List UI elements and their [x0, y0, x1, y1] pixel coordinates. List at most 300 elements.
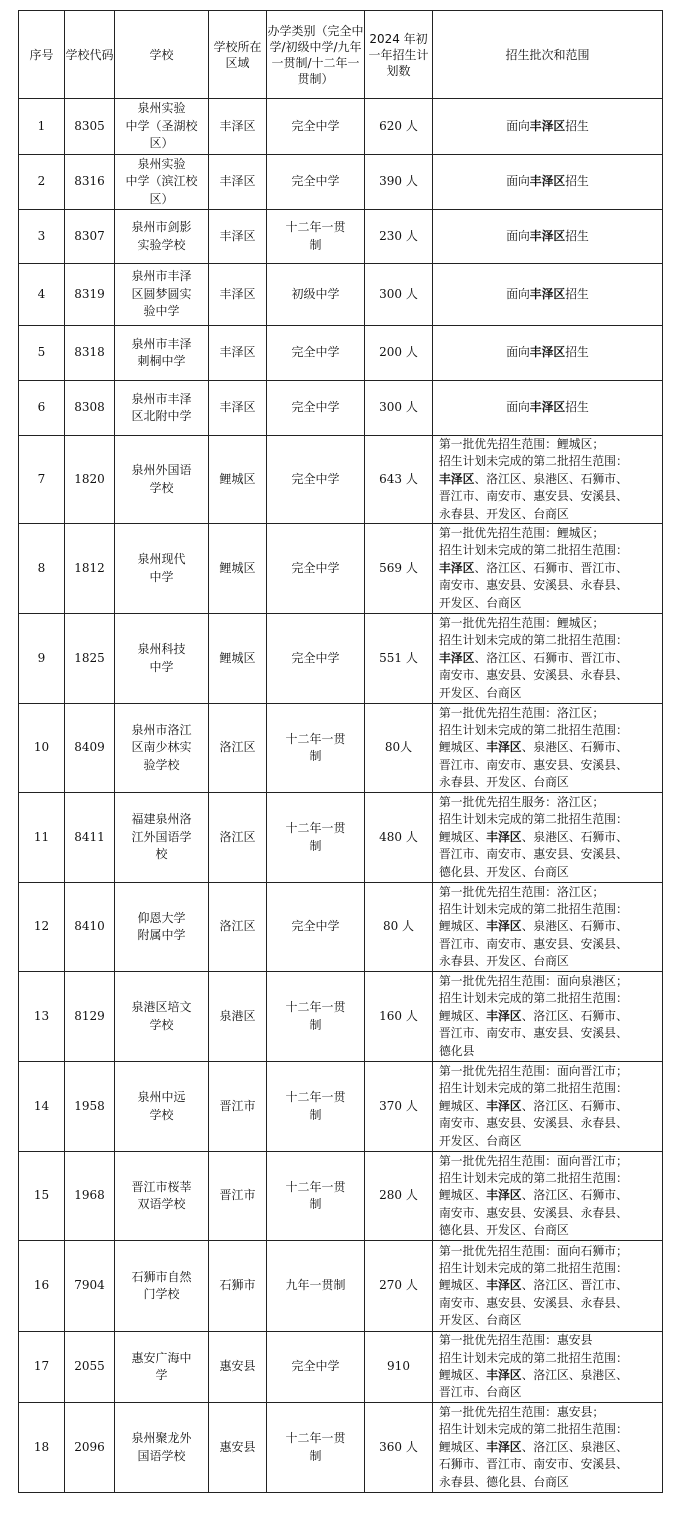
- cell-code: 1820: [65, 436, 115, 524]
- school-name-line: 区南少林实: [131, 740, 192, 755]
- cell-area: 丰泽区: [209, 155, 267, 210]
- header-row: [19, 11, 663, 99]
- cell-type: [267, 1152, 365, 1241]
- cell-plan: 300 人: [365, 381, 433, 436]
- school-name-line: 区）: [149, 191, 174, 206]
- school-type-line: 制: [309, 237, 322, 252]
- school-name-line: 区圆梦圆实: [131, 286, 192, 301]
- school-name-line: 刺桐中学: [137, 354, 186, 368]
- cell-scope: [433, 704, 663, 793]
- cell-plan: 280 人: [365, 1152, 433, 1241]
- cell-school: [115, 326, 209, 381]
- cell-school: [115, 264, 209, 326]
- scope-line: 晋江市、南安市、惠安县、安溪县、: [439, 847, 628, 862]
- header-scope: [433, 11, 663, 99]
- school-type-line: 完全中学: [291, 174, 340, 189]
- school-name-line: 中学（圣湖校: [125, 118, 198, 133]
- school-type-line: 完全中学: [291, 345, 340, 360]
- cell-no: 9: [19, 614, 65, 704]
- cell-area: 晋江市: [209, 1152, 267, 1241]
- cell-plan: 200 人: [365, 326, 433, 381]
- cell-scope: [433, 614, 663, 704]
- scope-line: 晋江市、南安市、惠安县、安溪县、: [439, 1026, 628, 1041]
- scope-line: 南安市、惠安县、安溪县、永春县、: [439, 578, 628, 593]
- cell-plan: 910: [365, 1332, 433, 1403]
- cell-type: [267, 883, 365, 972]
- cell-area: 鲤城区: [209, 436, 267, 524]
- school-name-line: 泉州聚龙外: [131, 1431, 192, 1446]
- cell-school: [115, 972, 209, 1062]
- cell-scope: [433, 1332, 663, 1403]
- scope-line: 鲤城区、丰泽区、泉港区、石狮市、: [439, 829, 628, 844]
- cell-code: 8129: [65, 972, 115, 1062]
- header-code: [65, 11, 115, 99]
- scope-line: 德化县: [439, 1043, 475, 1058]
- cell-no: 3: [19, 210, 65, 264]
- scope-line: 第一批优先招生范围：面向晋江市；: [439, 1153, 628, 1168]
- table-row: [19, 1152, 663, 1241]
- table-row: [19, 614, 663, 704]
- cell-plan: 230 人: [365, 210, 433, 264]
- school-name-line: 泉州中远: [137, 1090, 186, 1105]
- scope-line: 招生计划未完成的第二批招生范围：: [439, 1260, 628, 1275]
- scope-line: 招生计划未完成的第二批招生范围：: [439, 991, 628, 1006]
- table-row: [19, 381, 663, 436]
- cell-school: [115, 99, 209, 155]
- scope-line: 招生计划未完成的第二批招生范围：: [439, 1170, 628, 1185]
- scope-line: 丰泽区、洛江区、泉港区、石狮市、: [439, 471, 628, 486]
- school-type-line: 制: [309, 838, 322, 853]
- enrollment-table: [18, 10, 663, 1493]
- header-no: [19, 11, 65, 99]
- cell-no: 18: [19, 1403, 65, 1493]
- scope-line: 德化县、开发区、台商区: [439, 864, 569, 879]
- header-text-line: 办学类别（完: [267, 23, 340, 38]
- cell-area: 洛江区: [209, 793, 267, 883]
- cell-no: 17: [19, 1332, 65, 1403]
- header-area: [209, 11, 267, 99]
- scope-line: 鲤城区、丰泽区、洛江区、石狮市、: [439, 1008, 628, 1023]
- scope-line: 招生计划未完成的第二批招生范围：: [439, 543, 628, 558]
- cell-scope: [433, 1241, 663, 1332]
- scope-line: 鲤城区、丰泽区、泉港区、石狮市、: [439, 919, 628, 934]
- school-name-line: 泉州外国语: [131, 463, 192, 478]
- header-text-line: 代码: [89, 47, 114, 62]
- school-type-line: 十二年一贯: [285, 1431, 346, 1446]
- cell-area: 晋江市: [209, 1062, 267, 1152]
- cell-code: 8305: [65, 99, 115, 155]
- table-row: [19, 883, 663, 972]
- header-text-line: 学校所: [213, 39, 250, 54]
- cell-scope: [433, 381, 663, 436]
- school-type-line: 十二年一贯: [285, 1090, 346, 1105]
- cell-no: 1: [19, 99, 65, 155]
- cell-school: [115, 210, 209, 264]
- table-row: [19, 155, 663, 210]
- table-row: [19, 524, 663, 614]
- cell-scope: [433, 793, 663, 883]
- cell-school: [115, 436, 209, 524]
- school-name-line: 中学（滨江校: [125, 174, 198, 189]
- cell-code: 1958: [65, 1062, 115, 1152]
- school-name-line: 泉州现代: [137, 552, 186, 567]
- cell-code: 8409: [65, 704, 115, 793]
- cell-school: [115, 381, 209, 436]
- scope-line: 第一批优先招生范围：惠安县；: [439, 1405, 605, 1420]
- scope-line: 第一批优先招生范围：面向泉港区；: [439, 974, 628, 989]
- cell-no: 15: [19, 1152, 65, 1241]
- scope-line: 面向丰泽区招生: [506, 286, 589, 301]
- school-name-line: 双语学校: [137, 1197, 186, 1212]
- cell-scope: [433, 524, 663, 614]
- scope-line: 第一批优先招生范围：面向晋江市；: [439, 1064, 628, 1079]
- cell-school: [115, 524, 209, 614]
- header-text-line: 2024 年初: [369, 31, 428, 46]
- cell-type: [267, 326, 365, 381]
- cell-school: [115, 1332, 209, 1403]
- cell-area: 鲤城区: [209, 524, 267, 614]
- scope-line: 鲤城区、丰泽区、洛江区、泉港区、: [439, 1439, 628, 1454]
- scope-line: 永春县、开发区、台商区: [439, 954, 569, 969]
- cell-school: [115, 883, 209, 972]
- school-name-line: 实验学校: [137, 237, 186, 252]
- scope-line: 第一批优先招生范围：洛江区；: [439, 705, 605, 720]
- cell-area: 石狮市: [209, 1241, 267, 1332]
- cell-scope: [433, 326, 663, 381]
- cell-school: [115, 793, 209, 883]
- school-type-line: 制: [309, 1197, 322, 1212]
- cell-type: [267, 793, 365, 883]
- table-row: [19, 1241, 663, 1332]
- cell-scope: [433, 972, 663, 1062]
- school-name-line: 石狮市自然: [131, 1269, 192, 1284]
- scope-line: 晋江市、南安市、惠安县、安溪县、: [439, 936, 628, 951]
- cell-no: 13: [19, 972, 65, 1062]
- school-type-line: 十二年一贯: [285, 821, 346, 836]
- cell-type: [267, 524, 365, 614]
- scope-line: 鲤城区、丰泽区、洛江区、泉港区、: [439, 1368, 628, 1383]
- table-row: [19, 1403, 663, 1493]
- scope-line: 招生计划未完成的第二批招生范围：: [439, 1422, 628, 1437]
- cell-plan: 160 人: [365, 972, 433, 1062]
- school-type-line: 制: [309, 1107, 322, 1122]
- cell-no: 8: [19, 524, 65, 614]
- cell-code: 7904: [65, 1241, 115, 1332]
- header-text-line: 一年招生: [368, 47, 417, 62]
- scope-line: 面向丰泽区招生: [506, 400, 589, 415]
- school-name-line: 泉州科技: [137, 642, 186, 657]
- school-type-line: 完全中学: [291, 650, 340, 665]
- school-type-line: 十二年一贯: [285, 1179, 346, 1194]
- table-body: [19, 99, 663, 1493]
- scope-line: 招生计划未完成的第二批招生范围：: [439, 633, 628, 648]
- cell-school: [115, 1241, 209, 1332]
- cell-type: [267, 614, 365, 704]
- school-name-line: 国语学校: [137, 1448, 186, 1463]
- scope-line: 第一批优先招生范围：鲤城区；: [439, 616, 605, 631]
- cell-code: 1812: [65, 524, 115, 614]
- cell-plan: 360 人: [365, 1403, 433, 1493]
- school-name-line: 验学校: [143, 757, 180, 772]
- school-type-line: 初级中学: [291, 286, 340, 301]
- table-row: [19, 1332, 663, 1403]
- scope-line: 面向丰泽区招生: [506, 118, 589, 133]
- scope-line: 鲤城区、丰泽区、洛江区、石狮市、: [439, 1188, 628, 1203]
- cell-type: [267, 264, 365, 326]
- scope-line: 面向丰泽区招生: [506, 345, 589, 360]
- scope-line: 南安市、惠安县、安溪县、永春县、: [439, 668, 628, 683]
- cell-type: [267, 972, 365, 1062]
- school-name-line: 附属中学: [137, 928, 186, 943]
- cell-plan: 569 人: [365, 524, 433, 614]
- cell-school: [115, 614, 209, 704]
- school-name-line: 门学校: [143, 1287, 180, 1302]
- header-school: [115, 11, 209, 99]
- scope-line: 第一批优先招生范围：鲤城区；: [439, 526, 605, 541]
- school-name-line: 学校: [149, 480, 174, 495]
- scope-line: 南安市、惠安县、安溪县、永春县、: [439, 1295, 628, 1310]
- cell-code: 2096: [65, 1403, 115, 1493]
- scope-line: 面向丰泽区招生: [506, 228, 589, 243]
- cell-area: 洛江区: [209, 704, 267, 793]
- scope-line: 第一批优先招生范围：惠安县: [439, 1333, 593, 1348]
- scope-line: 第一批优先招生服务：洛江区；: [439, 795, 605, 810]
- cell-type: [267, 381, 365, 436]
- school-name-line: 泉州市丰泽: [131, 336, 192, 351]
- cell-no: 10: [19, 704, 65, 793]
- cell-type: [267, 155, 365, 210]
- school-type-line: 九年一贯制: [285, 1278, 346, 1293]
- cell-area: 丰泽区: [209, 381, 267, 436]
- school-name-line: 区北附中学: [131, 409, 192, 423]
- school-type-line: 完全中学: [291, 919, 340, 934]
- cell-type: [267, 1241, 365, 1332]
- cell-code: 1825: [65, 614, 115, 704]
- cell-no: 4: [19, 264, 65, 326]
- school-name-line: 泉州市丰泽: [131, 269, 192, 284]
- cell-code: 8319: [65, 264, 115, 326]
- cell-school: [115, 704, 209, 793]
- table-row: [19, 972, 663, 1062]
- scope-line: 晋江市、台商区: [439, 1385, 522, 1400]
- school-name-line: 泉港区培文: [131, 1000, 192, 1015]
- school-name-line: 泉州实验: [137, 101, 186, 116]
- header-text-line: 学校: [65, 47, 90, 62]
- school-name-line: 仰恩大学: [137, 910, 186, 925]
- cell-no: 5: [19, 326, 65, 381]
- table-row: [19, 210, 663, 264]
- cell-type: [267, 436, 365, 524]
- school-type-line: 完全中学: [291, 471, 340, 486]
- cell-type: [267, 210, 365, 264]
- school-name-line: 晋江市桜莘: [131, 1179, 192, 1194]
- scope-line: 开发区、台商区: [439, 1313, 522, 1328]
- cell-plan: 551 人: [365, 614, 433, 704]
- scope-line: 鲤城区、丰泽区、洛江区、晋江市、: [439, 1278, 628, 1293]
- cell-plan: 480 人: [365, 793, 433, 883]
- cell-school: [115, 1152, 209, 1241]
- scope-line: 永春县、德化县、台商区: [439, 1474, 569, 1489]
- school-name-line: 福建泉州洛: [131, 812, 192, 827]
- scope-line: 招生计划未完成的第二批招生范围：: [439, 454, 628, 469]
- scope-line: 丰泽区、洛江区、石狮市、晋江市、: [439, 560, 628, 575]
- cell-scope: [433, 264, 663, 326]
- cell-type: [267, 1062, 365, 1152]
- cell-area: 泉港区: [209, 972, 267, 1062]
- scope-line: 石狮市、晋江市、南安市、安溪县、: [439, 1457, 628, 1472]
- cell-no: 16: [19, 1241, 65, 1332]
- school-type-line: 完全中学: [291, 400, 340, 415]
- table-row: [19, 1062, 663, 1152]
- scope-line: 晋江市、南安市、惠安县、安溪县、: [439, 489, 628, 504]
- scope-line: 招生计划未完成的第二批招生范围：: [439, 1081, 628, 1096]
- school-name-line: 校: [155, 847, 168, 862]
- school-type-line: 十二年一贯: [285, 1000, 346, 1015]
- cell-area: 惠安县: [209, 1403, 267, 1493]
- cell-no: 14: [19, 1062, 65, 1152]
- table-row: [19, 326, 663, 381]
- header-text-line: 中学/九年一: [271, 39, 362, 70]
- cell-school: [115, 155, 209, 210]
- school-name-line: 中学: [149, 569, 174, 584]
- cell-no: 2: [19, 155, 65, 210]
- header-text-line: 全中学/初级: [269, 23, 364, 54]
- school-type-line: 完全中学: [291, 118, 340, 133]
- cell-type: [267, 1332, 365, 1403]
- cell-scope: [433, 99, 663, 155]
- scope-line: 开发区、台商区: [439, 685, 522, 700]
- cell-no: 6: [19, 381, 65, 436]
- scope-line: 丰泽区、洛江区、石狮市、晋江市、: [439, 650, 628, 665]
- cell-area: 洛江区: [209, 883, 267, 972]
- school-name-line: 泉州市丰泽: [131, 391, 192, 406]
- header-text-line: 一贯制）: [297, 55, 360, 86]
- cell-scope: [433, 155, 663, 210]
- header-text-line: 在区域: [225, 39, 262, 70]
- cell-no: 12: [19, 883, 65, 972]
- school-type-line: 十二年一贯: [285, 220, 346, 234]
- header-text-line: 贯制/十二年: [283, 55, 348, 70]
- cell-plan: 643 人: [365, 436, 433, 524]
- school-type-line: 制: [309, 749, 322, 764]
- cell-scope: [433, 1062, 663, 1152]
- scope-line: 开发区、台商区: [439, 1133, 522, 1148]
- school-name-line: 泉州市剑影: [131, 220, 192, 234]
- cell-code: 8308: [65, 381, 115, 436]
- scope-line: 德化县、开发区、台商区: [439, 1223, 569, 1238]
- school-name-line: 江外国语学: [131, 829, 192, 844]
- scope-line: 晋江市、南安市、惠安县、安溪县、: [439, 757, 628, 772]
- table-row: [19, 436, 663, 524]
- cell-code: 2055: [65, 1332, 115, 1403]
- scope-line: 永春县、开发区、台商区: [439, 775, 569, 790]
- cell-school: [115, 1062, 209, 1152]
- scope-line: 招生计划未完成的第二批招生范围：: [439, 901, 628, 916]
- scope-line: 招生计划未完成的第二批招生范围：: [439, 812, 628, 827]
- cell-code: 8316: [65, 155, 115, 210]
- cell-scope: [433, 1152, 663, 1241]
- cell-school: [115, 1403, 209, 1493]
- header-type: [267, 11, 365, 99]
- header-text-line: 学校: [149, 47, 174, 62]
- cell-scope: [433, 436, 663, 524]
- cell-code: 8411: [65, 793, 115, 883]
- cell-code: 8318: [65, 326, 115, 381]
- cell-type: [267, 1403, 365, 1493]
- cell-area: 惠安县: [209, 1332, 267, 1403]
- cell-scope: [433, 1403, 663, 1493]
- cell-type: [267, 704, 365, 793]
- cell-scope: [433, 210, 663, 264]
- school-type-line: 完全中学: [291, 560, 340, 575]
- school-name-line: 泉州市洛江: [131, 722, 192, 737]
- cell-no: 11: [19, 793, 65, 883]
- school-name-line: 学: [155, 1368, 168, 1383]
- school-name-line: 惠安广海中: [131, 1350, 192, 1365]
- table-row: [19, 793, 663, 883]
- cell-area: 鲤城区: [209, 614, 267, 704]
- cell-plan: 270 人: [365, 1241, 433, 1332]
- header-text-line: 招生批次和范围: [505, 47, 590, 62]
- table-row: [19, 264, 663, 326]
- cell-code: 8307: [65, 210, 115, 264]
- cell-area: 丰泽区: [209, 326, 267, 381]
- school-type-line: 十二年一贯: [285, 731, 346, 746]
- scope-line: 开发区、台商区: [439, 595, 522, 610]
- scope-line: 永春县、开发区、台商区: [439, 506, 569, 521]
- scope-line: 面向丰泽区招生: [506, 174, 589, 189]
- school-name-line: 中学: [149, 659, 174, 674]
- cell-plan: 300 人: [365, 264, 433, 326]
- scope-line: 招生计划未完成的第二批招生范围：: [439, 722, 628, 737]
- cell-area: 丰泽区: [209, 264, 267, 326]
- cell-plan: 370 人: [365, 1062, 433, 1152]
- cell-plan: 390 人: [365, 155, 433, 210]
- header-plan: [365, 11, 433, 99]
- scope-line: 第一批优先招生范围：洛江区；: [439, 884, 605, 899]
- cell-area: 丰泽区: [209, 210, 267, 264]
- scope-line: 南安市、惠安县、安溪县、永春县、: [439, 1205, 628, 1220]
- scope-line: 第一批优先招生范围：面向石狮市；: [439, 1243, 628, 1258]
- school-name-line: 泉州实验: [137, 156, 186, 171]
- scope-line: 鲤城区、丰泽区、泉港区、石狮市、: [439, 740, 628, 755]
- school-name-line: 学校: [149, 1107, 174, 1122]
- cell-plan: 80 人: [365, 883, 433, 972]
- school-type-line: 制: [309, 1017, 322, 1032]
- cell-code: 1968: [65, 1152, 115, 1241]
- school-type-line: 制: [309, 1448, 322, 1463]
- cell-no: 7: [19, 436, 65, 524]
- scope-line: 第一批优先招生范围：鲤城区；: [439, 437, 605, 451]
- cell-type: [267, 99, 365, 155]
- table-row: [19, 704, 663, 793]
- scope-line: 南安市、惠安县、安溪县、永春县、: [439, 1116, 628, 1131]
- cell-area: 丰泽区: [209, 99, 267, 155]
- header-text-line: 序号: [29, 47, 54, 62]
- scope-line: 招生计划未完成的第二批招生范围：: [439, 1350, 628, 1365]
- scope-line: 鲤城区、丰泽区、洛江区、石狮市、: [439, 1098, 628, 1113]
- school-name-line: 学校: [149, 1017, 174, 1032]
- header-text-line: 计划数: [386, 47, 429, 78]
- cell-code: 8410: [65, 883, 115, 972]
- school-name-line: 验中学: [143, 304, 180, 319]
- school-name-line: 区）: [149, 136, 174, 151]
- cell-plan: 80人: [365, 704, 433, 793]
- school-type-line: 完全中学: [291, 1359, 340, 1374]
- cell-plan: 620 人: [365, 99, 433, 155]
- cell-scope: [433, 883, 663, 972]
- table-row: [19, 99, 663, 155]
